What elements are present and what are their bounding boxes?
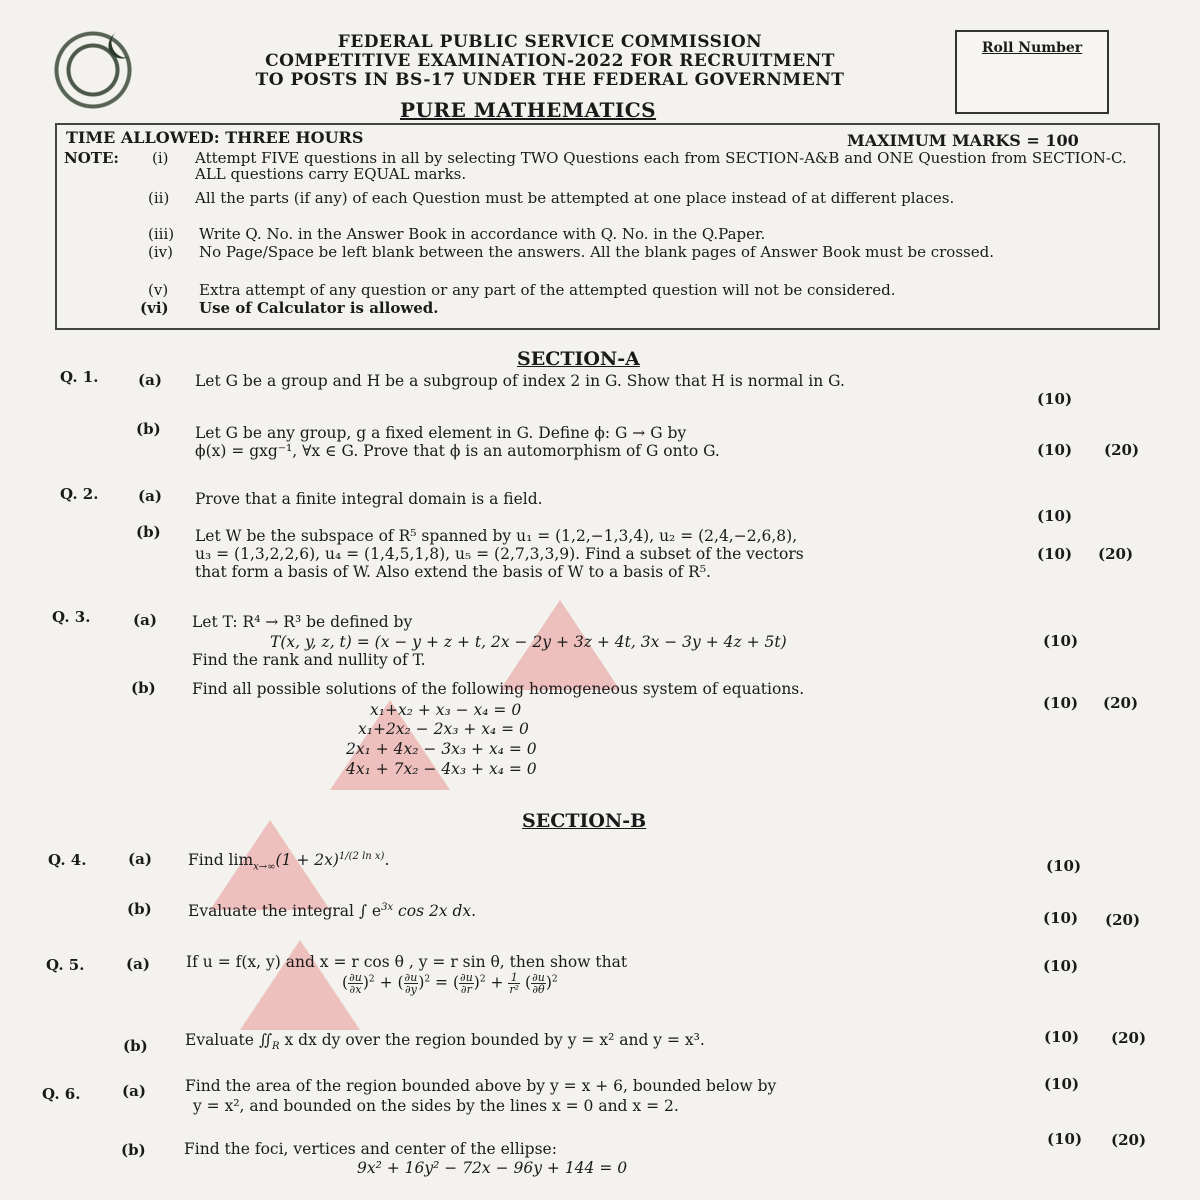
part-label: (b) bbox=[127, 900, 152, 918]
note-text: All the parts (if any) of each Question must be attempted at one place instead of at different places. bbox=[195, 189, 955, 207]
header-line-1: FEDERAL PUBLIC SERVICE COMMISSION bbox=[337, 32, 763, 52]
limit-expression: (1 + 2x) bbox=[275, 851, 339, 870]
total-marks: (20) bbox=[1111, 1131, 1147, 1149]
question-text: Let W be the subspace of R⁵ spanned by u₁ = (1,2,−1,3,4), u₂ = (2,4,−2,6,8), bbox=[195, 527, 798, 545]
equation: x₁+x₂ + x₃ − x₄ = 0 bbox=[370, 701, 522, 719]
marks: (10) bbox=[1043, 957, 1079, 975]
marks: (10) bbox=[1043, 694, 1079, 712]
question-text: Find all possible solutions of the following homogeneous system of equations. bbox=[192, 680, 805, 698]
roll-number-box[interactable] bbox=[955, 30, 1109, 114]
limit-end: . bbox=[384, 851, 390, 870]
note-num: (vi) bbox=[140, 299, 169, 317]
question-number: Q. 4. bbox=[48, 851, 87, 869]
time-allowed: TIME ALLOWED: THREE HOURS bbox=[66, 128, 364, 147]
note-num: (iii) bbox=[148, 225, 175, 243]
subject-title: PURE MATHEMATICS bbox=[400, 98, 657, 122]
question-text: u₃ = (1,3,2,2,6), u₄ = (1,4,5,1,8), u₅ = (2,7,3,3,9). Find a subset of the vectors bbox=[195, 545, 804, 563]
part-label: (b) bbox=[136, 420, 161, 438]
part-label: (b) bbox=[131, 679, 156, 697]
part-label: (b) bbox=[123, 1037, 148, 1055]
question-text: ϕ(x) = gxg⁻¹, ∀x ∈ G. Prove that ϕ is an automorphism of G onto G. bbox=[195, 442, 720, 460]
question-text: that form a basis of W. Also extend the basis of W to a basis of R⁵. bbox=[195, 563, 711, 581]
section-b-heading: SECTION-B bbox=[522, 810, 647, 832]
question-number: Q. 5. bbox=[46, 956, 85, 974]
note-text: Attempt FIVE questions in all by selecting TWO Questions each from SECTION-A&B and ONE Question from SECTION-C. ALL questions carry EQUAL marks. bbox=[195, 149, 1127, 183]
marks: (10) bbox=[1037, 441, 1073, 459]
part-label: (a) bbox=[122, 1082, 146, 1100]
question-number: Q. 1. bbox=[60, 368, 99, 386]
question-number: Q. 6. bbox=[42, 1085, 81, 1103]
marks: (10) bbox=[1037, 507, 1073, 525]
marks: (10) bbox=[1037, 545, 1073, 563]
marks: (10) bbox=[1043, 632, 1079, 650]
part-label: (a) bbox=[128, 850, 152, 868]
note-text: No Page/Space be left blank between the answers. All the blank pages of Answer Book must be crossed. bbox=[199, 243, 994, 261]
marks: (10) bbox=[1044, 1075, 1080, 1093]
question-number: Q. 3. bbox=[52, 608, 91, 626]
note-num: (iv) bbox=[148, 243, 173, 261]
note-num: (i) bbox=[152, 149, 169, 167]
marks: (10) bbox=[1037, 390, 1073, 408]
roll-number-label: Roll Number bbox=[981, 40, 1083, 56]
equation: 2x₁ + 4x₂ − 3x₃ + x₄ = 0 bbox=[346, 740, 537, 758]
marks: (10) bbox=[1047, 1130, 1083, 1148]
equation: x₁+2x₂ − 2x₃ + x₄ = 0 bbox=[358, 720, 529, 738]
question-text: Find the foci, vertices and center of the ellipse: bbox=[184, 1140, 557, 1158]
question-text: If u = f(x, y) and x = r cos θ , y = r sin θ, then show that bbox=[186, 953, 628, 971]
question-text bbox=[185, 1031, 705, 1056]
question-text: Find the area of the region bounded above by y = x + 6, bounded below by bbox=[185, 1077, 777, 1095]
limit-text: Find lim bbox=[188, 851, 254, 870]
equation: 9x² + 16y² − 72x − 96y + 144 = 0 bbox=[357, 1159, 628, 1177]
note-text: Extra attempt of any question or any part of the attempted question will not be considered. bbox=[199, 281, 896, 299]
part-label: (a) bbox=[138, 487, 162, 505]
maximum-marks: MAXIMUM MARKS = 100 bbox=[847, 131, 1079, 150]
equation: 4x₁ + 7x₂ − 4x₃ + x₄ = 0 bbox=[346, 760, 537, 778]
integral-exponent: 3x bbox=[381, 902, 394, 913]
header-line-2: COMPETITIVE EXAMINATION-2022 FOR RECRUITMENT bbox=[265, 51, 835, 71]
part-label: (a) bbox=[126, 955, 150, 973]
total-marks: (20) bbox=[1105, 911, 1141, 929]
marks: (10) bbox=[1044, 1028, 1080, 1046]
limit-exponent: 1/(2 ln x) bbox=[338, 851, 385, 862]
part-label: (b) bbox=[136, 523, 161, 541]
marks: (10) bbox=[1046, 857, 1082, 875]
part-label: (b) bbox=[121, 1141, 146, 1159]
equation: T(x, y, z, t) = (x − y + z + t, 2x − 2y + 3z + 4t, 3x − 3y + 4z + 5t) bbox=[270, 633, 787, 651]
question-text: Prove that a finite integral domain is a field. bbox=[195, 490, 543, 508]
pde-identity: ( $\frac{\partial u}{\partial x}$ )$^2$ + ( $\frac{\partial u}{\partial y}$ )$^2$ = ( $\frac{\partial u}{\partial r}$ )$^2$ + $\frac{1}{\text{r²}}$ ( $\frac{\partial u}{\partial\theta}$ )$^2$ bbox=[342, 971, 558, 996]
integral-rest: cos 2x dx. bbox=[393, 902, 477, 921]
total-marks: (20) bbox=[1103, 694, 1139, 712]
region-subscript: R bbox=[272, 1041, 280, 1053]
limit-subscript: x→∞ bbox=[253, 861, 276, 873]
question-text: y = x², and bounded on the sides by the lines x = 0 and x = 2. bbox=[193, 1097, 679, 1115]
question-text: Let T: R⁴ → R³ be defined by bbox=[192, 613, 413, 631]
question-number: Q. 2. bbox=[60, 485, 99, 503]
note-text: Use of Calculator is allowed. bbox=[199, 299, 439, 317]
fpsc-seal-logo bbox=[18, 30, 168, 110]
question-text: Find the rank and nullity of T. bbox=[192, 651, 426, 669]
note-label: NOTE: bbox=[64, 149, 119, 167]
marks: (10) bbox=[1043, 909, 1079, 927]
part-label: (a) bbox=[133, 611, 157, 629]
question-text bbox=[188, 848, 389, 876]
integral-text: Evaluate the integral ∫ e bbox=[188, 902, 382, 921]
question-text: Let G be a group and H be a subgroup of index 2 in G. Show that H is normal in G. bbox=[195, 372, 845, 390]
total-marks: (20) bbox=[1098, 545, 1134, 563]
total-marks: (20) bbox=[1104, 441, 1140, 459]
double-integral-text: Evaluate ∬ bbox=[185, 1031, 273, 1049]
double-integral-rest: x dx dy over the region bounded by y = x² and y = x³. bbox=[279, 1031, 705, 1049]
note-num: (v) bbox=[148, 281, 169, 299]
question-text bbox=[188, 899, 476, 920]
section-a-heading: SECTION-A bbox=[517, 348, 640, 370]
total-marks: (20) bbox=[1111, 1029, 1147, 1047]
question-text: Let G be any group, g a fixed element in G. Define ϕ: G → G by bbox=[195, 424, 687, 442]
note-text: Write Q. No. in the Answer Book in accordance with Q. No. in the Q.Paper. bbox=[199, 225, 766, 243]
note-num: (ii) bbox=[148, 189, 170, 207]
part-label: (a) bbox=[138, 371, 162, 389]
header-line-3: TO POSTS IN BS-17 UNDER THE FEDERAL GOVERNMENT bbox=[255, 70, 845, 90]
